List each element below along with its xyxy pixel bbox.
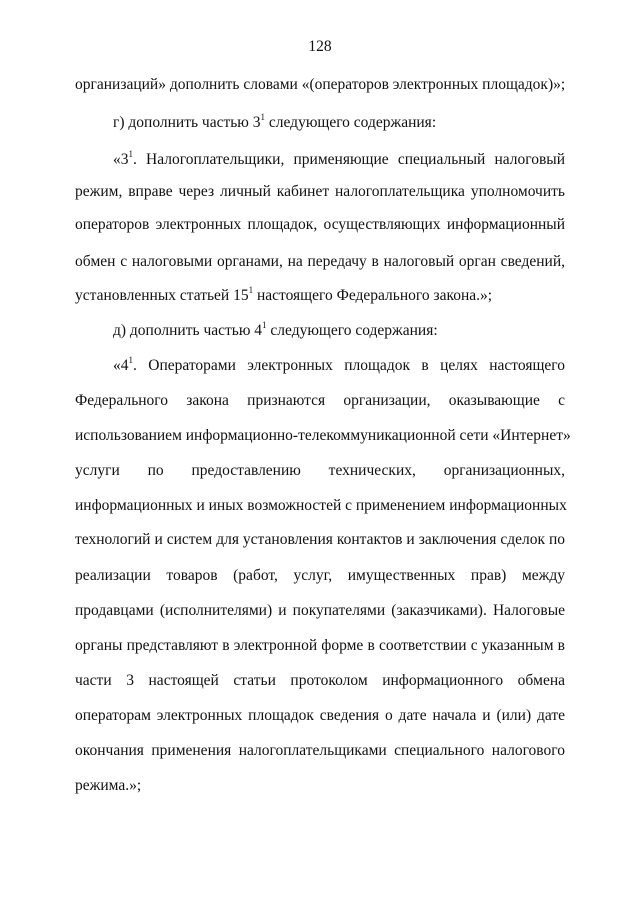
text-line — [75, 215, 565, 235]
text-span: установленных статьей 15 — [75, 287, 249, 304]
text-line — [75, 601, 565, 621]
text-line — [75, 530, 565, 550]
item-d — [113, 321, 565, 341]
text-span: обмен с налоговыми органами, на передачу в налоговый орган сведений, — [75, 253, 565, 270]
text-span: д) дополнить частью 4 — [113, 322, 263, 339]
text-span: организаций» дополнить словами «(операторов электронных площадок)»; — [75, 76, 566, 93]
quoted-part-4-1 — [113, 356, 565, 376]
text-span: информационных и иных возможностей с применением информационных — [75, 497, 567, 514]
text-line — [75, 496, 565, 516]
text-span: режима.»; — [75, 777, 142, 794]
superscript: 1 — [260, 112, 266, 122]
superscript: 1 — [128, 149, 133, 159]
text-span: части 3 настоящей статьи протоколом информационного обмена — [75, 672, 565, 689]
text-span: «3 — [113, 151, 129, 168]
page-number: 128 — [308, 38, 332, 55]
superscript: 1 — [248, 285, 254, 295]
text-span: продавцами (исполнителями) и покупателями (заказчиками). Налоговые — [75, 602, 565, 619]
text-span: реализации товаров (работ, услуг, имущественных прав) между — [75, 567, 565, 584]
text-line — [75, 776, 565, 796]
text-line — [75, 426, 571, 446]
text-span: следующего содержания: — [265, 114, 437, 131]
text-span: органы представляют в электронной форме в соответствии с указанным в — [75, 637, 565, 654]
text-line — [75, 706, 565, 726]
text-line — [75, 636, 565, 656]
text-span: «4 — [113, 357, 129, 374]
text-span: окончания применения налогоплательщиками специального налогового — [75, 742, 565, 759]
text-span: . Операторами электронных площадок в целях настоящего — [133, 357, 565, 374]
text-span: г) дополнить частью 3 — [113, 114, 261, 131]
quoted-part-3-1 — [113, 150, 565, 170]
superscript: 1 — [262, 320, 267, 330]
text-span: использованием информационно-телекоммуникационной сети «Интернет» — [75, 427, 571, 444]
text-span: настоящего Федерального закона.»; — [253, 287, 493, 304]
text-line — [75, 182, 565, 202]
text-line — [75, 461, 565, 481]
text-span: операторам электронных площадок сведения о дате начала и (или) дате — [75, 707, 565, 724]
superscript: 1 — [128, 355, 133, 365]
text-span: следующего содержания: — [266, 322, 438, 339]
text-span: . Налогоплательщики, применяющие специальный налоговый — [133, 151, 565, 168]
text-line — [75, 252, 565, 272]
text-line — [75, 741, 565, 761]
item-g — [113, 113, 565, 133]
text-line — [75, 566, 565, 586]
text-span: услуги по предоставлению технических, организационных, — [75, 462, 565, 479]
text-span: технологий и систем для установления контактов и заключения сделок по — [75, 531, 565, 548]
text-line — [75, 75, 565, 95]
text-span: Федерального закона признаются организации, оказывающие с — [75, 392, 565, 409]
text-line — [75, 286, 565, 306]
text-span: операторов электронных площадок, осуществляющих информационный — [75, 216, 565, 233]
text-span: режим, вправе через личный кабинет налогоплательщика уполномочить — [75, 183, 565, 200]
text-line — [75, 391, 565, 411]
text-line — [75, 671, 565, 691]
